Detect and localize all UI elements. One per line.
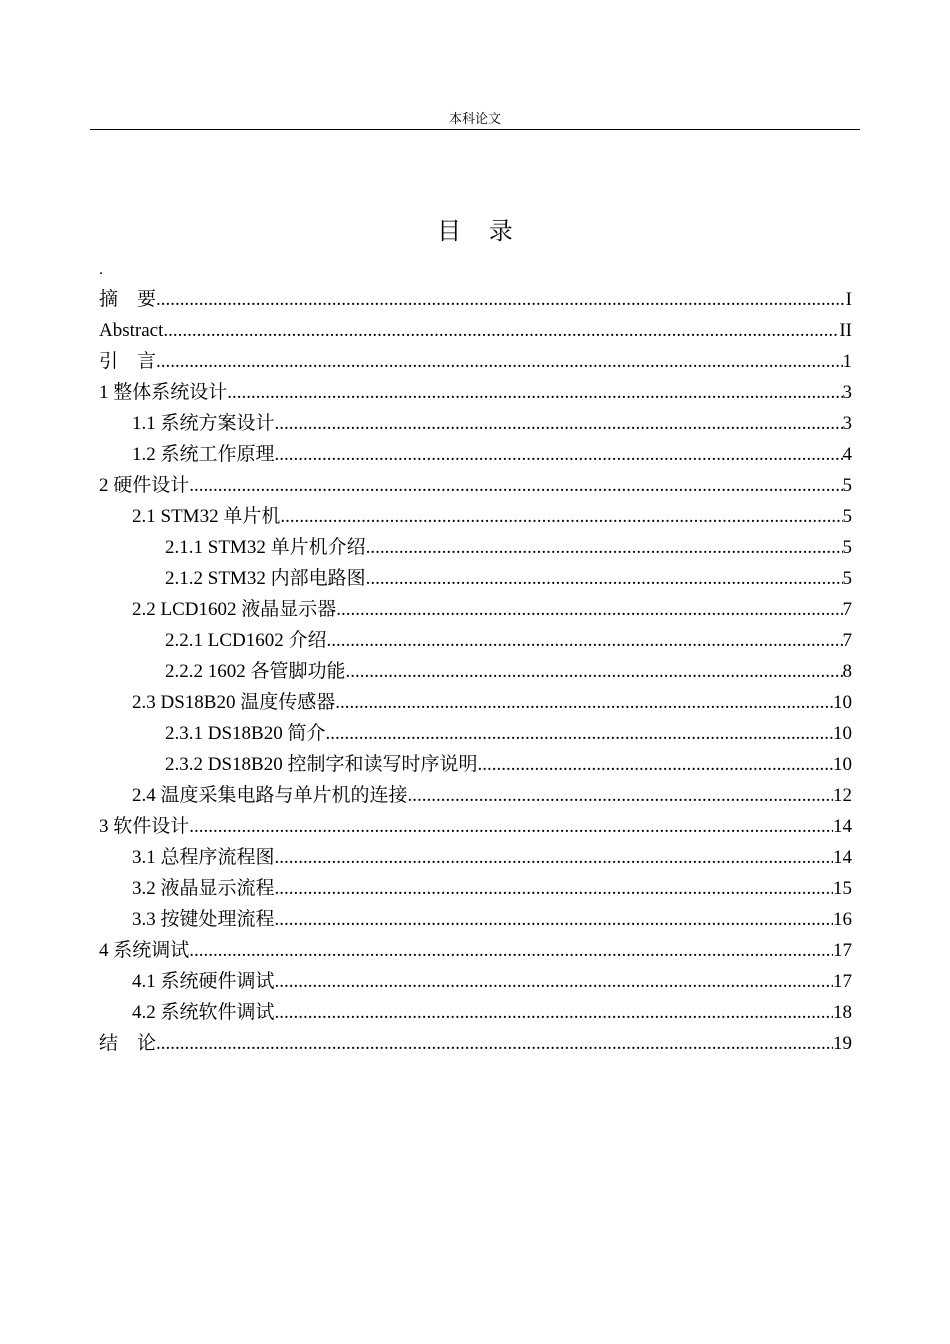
toc-entry[interactable]: [99, 966, 852, 997]
toc-dot-leader: [189, 935, 833, 966]
toc-entry-title: 2.4 温度采集电路与单片机的连接: [132, 785, 408, 806]
toc-dot-leader: [477, 749, 833, 780]
toc-entry-title: 2.1 STM32 单片机: [132, 506, 281, 527]
toc-entry-title: 2.3.2 DS18B20 控制字和读写时序说明: [165, 754, 478, 775]
toc-page-number: 5: [842, 568, 852, 589]
toc-dot-leader: [189, 811, 833, 842]
toc-page-number: 7: [842, 599, 852, 620]
toc-dot-leader: [336, 594, 842, 625]
toc-dot-leader: [163, 315, 839, 346]
header-rule: [90, 129, 860, 130]
toc-dot-leader: [325, 718, 833, 749]
toc-entry[interactable]: [99, 315, 852, 346]
toc-entry[interactable]: [99, 625, 852, 656]
toc-entry[interactable]: [99, 749, 852, 780]
toc-entry-title: 引 言: [99, 351, 157, 372]
toc-dot-leader: [366, 532, 843, 563]
toc-entry-title: 3.2 液晶显示流程: [132, 878, 275, 899]
toc-entry-title: 2.2 LCD1602 液晶显示器: [132, 599, 337, 620]
toc-entry[interactable]: [99, 501, 852, 532]
toc-entry[interactable]: [99, 687, 852, 718]
toc-dot-leader: [227, 377, 842, 408]
toc-page-number: 10: [833, 692, 852, 713]
toc-entry[interactable]: [99, 594, 852, 625]
toc-page-number: 5: [842, 537, 852, 558]
toc-dot-leader: [275, 997, 833, 1028]
toc-page-number: 12: [833, 785, 852, 806]
toc-dot-leader: [156, 346, 842, 377]
toc-entry-title: 4 系统调试: [99, 940, 190, 961]
toc-dot-leader: [275, 966, 833, 997]
toc-dot-leader: [346, 656, 843, 687]
toc-entry[interactable]: [99, 532, 852, 563]
toc-dot-leader: [189, 470, 842, 501]
toc-dot-leader: [327, 625, 843, 656]
toc-entry[interactable]: [99, 842, 852, 873]
toc-entry-title: Abstract: [99, 320, 164, 341]
toc-entry[interactable]: [99, 873, 852, 904]
toc-dot-leader: [275, 439, 843, 470]
toc-entry[interactable]: [99, 935, 852, 966]
toc-page-number: I: [845, 289, 852, 310]
toc-entry[interactable]: [99, 408, 852, 439]
toc-page-number: 3: [842, 382, 852, 403]
running-header: 本科论文: [448, 111, 501, 126]
toc-page-number: 3: [842, 413, 852, 434]
toc-entry[interactable]: [99, 656, 852, 687]
toc-entry[interactable]: [99, 904, 852, 935]
toc-dot-leader: [275, 904, 833, 935]
toc-entry[interactable]: [99, 811, 852, 842]
toc-list: [99, 284, 852, 1059]
toc-entry-title: 1.2 系统工作原理: [132, 444, 275, 465]
toc-page-number: 8: [842, 661, 852, 682]
toc-page-number: 4: [842, 444, 852, 465]
toc-page-number: 14: [833, 816, 852, 837]
toc-dot-leader: [275, 873, 833, 904]
toc-page-number: 10: [833, 754, 852, 775]
toc-entry-title: 2.3.1 DS18B20 简介: [165, 723, 326, 744]
toc-entry-title: 4.2 系统软件调试: [132, 1002, 275, 1023]
toc-dot-leader: [156, 284, 846, 315]
toc-page-number: 14: [833, 847, 852, 868]
toc-dot-leader: [275, 408, 843, 439]
toc-entry-title: 2.1.2 STM32 内部电路图: [165, 568, 366, 589]
toc-page-number: 5: [842, 475, 852, 496]
toc-page-number: 19: [833, 1033, 852, 1054]
toc-entry-title: 1.1 系统方案设计: [132, 413, 275, 434]
toc-dot-leader: [408, 780, 833, 811]
toc-entry[interactable]: [99, 284, 852, 315]
toc-entry[interactable]: [99, 718, 852, 749]
toc-dot-leader: [280, 501, 842, 532]
toc-entry-title: 3.3 按键处理流程: [132, 909, 275, 930]
toc-entry-title: 2.2.1 LCD1602 介绍: [165, 630, 327, 651]
toc-dot-leader: [275, 842, 833, 873]
toc-page-number: II: [839, 320, 852, 341]
toc-entry[interactable]: [99, 439, 852, 470]
toc-page-number: 5: [842, 506, 852, 527]
toc-entry-title: 结 论: [99, 1033, 157, 1054]
toc-dot-leader: [156, 1028, 833, 1059]
toc-entry[interactable]: [99, 780, 852, 811]
toc-entry[interactable]: [99, 1028, 852, 1059]
toc-entry[interactable]: [99, 563, 852, 594]
toc-entry-title: 3 软件设计: [99, 816, 190, 837]
toc-entry[interactable]: [99, 346, 852, 377]
toc-page-number: 16: [833, 909, 852, 930]
toc-entry[interactable]: [99, 997, 852, 1028]
toc-entry-title: 摘 要: [99, 289, 157, 310]
toc-title: 目 录: [437, 217, 523, 245]
toc-entry-title: 2 硬件设计: [99, 475, 190, 496]
toc-entry-title: 2.2.2 1602 各管脚功能: [165, 661, 346, 682]
toc-page-number: 10: [833, 723, 852, 744]
toc-dot-leader: [366, 563, 843, 594]
toc-entry-title: 2.3 DS18B20 温度传感器: [132, 692, 336, 713]
toc-entry-title: 1 整体系统设计: [99, 382, 228, 403]
toc-entry-title: 3.1 总程序流程图: [132, 847, 275, 868]
toc-page-number: 7: [842, 630, 852, 651]
toc-entry[interactable]: [99, 377, 852, 408]
toc-entry-title: 2.1.1 STM32 单片机介绍: [165, 537, 366, 558]
toc-page-number: 17: [833, 940, 852, 961]
toc-page-number: 15: [833, 878, 852, 899]
toc-page-number: 1: [842, 351, 852, 372]
toc-page-number: 17: [833, 971, 852, 992]
toc-entry-title: 4.1 系统硬件调试: [132, 971, 275, 992]
stray-mark: .: [99, 261, 103, 278]
toc-dot-leader: [335, 687, 833, 718]
toc-page-number: 18: [833, 1002, 852, 1023]
toc-entry[interactable]: [99, 470, 852, 501]
